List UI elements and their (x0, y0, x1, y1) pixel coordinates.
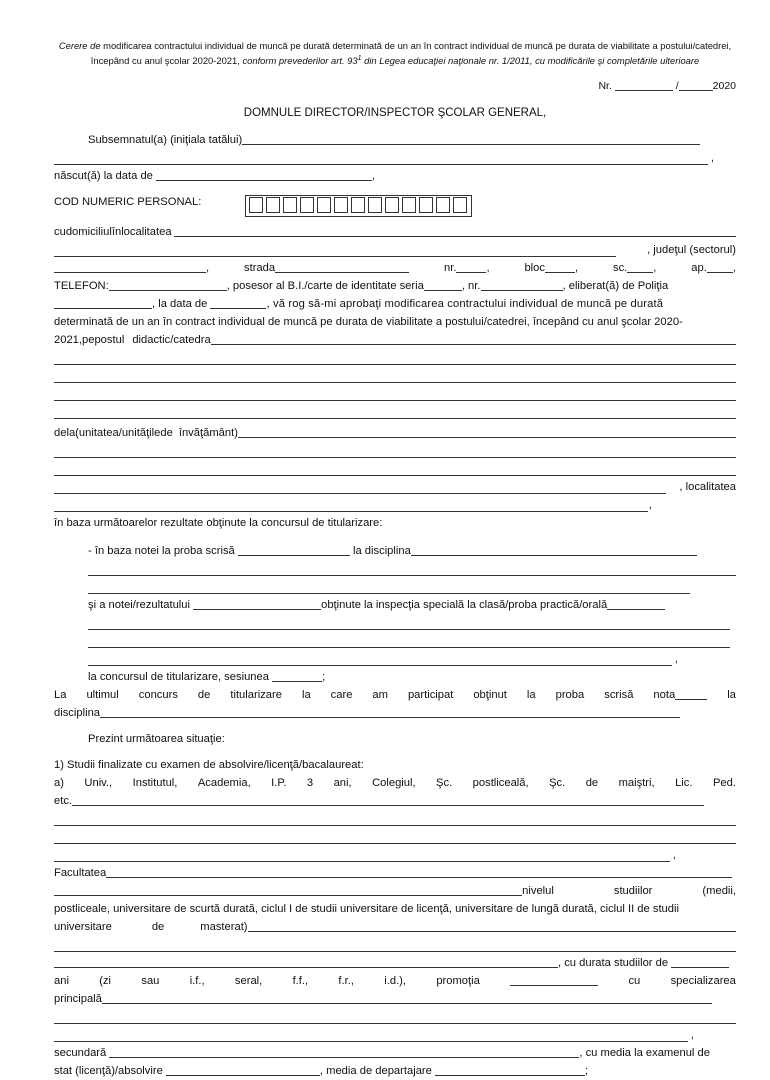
school-localitate-row: , localitatea (54, 478, 736, 496)
la-data-row: , la data de , vă rog să-mi aprobaţi modificarea contractului individual de muncă pe durată (54, 295, 736, 313)
discipline-field[interactable] (411, 542, 697, 556)
bloc-field[interactable] (545, 259, 575, 273)
name-continuation-row[interactable]: , (54, 149, 736, 167)
etc-row: etc. (54, 792, 736, 810)
page-title: DOMNULE DIRECTOR/INSPECTOR ŞCOLAR GENERAL, (243, 107, 547, 120)
level-continuation-1[interactable] (54, 936, 736, 954)
nota-inspectie-row: şi a notei/rezultatului obţinute la inspecţia specială la clasă/proba practică/orală (54, 596, 736, 614)
header-text-1: modificarea contractului individual de muncă pe durată determinată de un an în contract individual de muncă pe durata de viabilitate a postului/catedrei, începând cu anul şcolar 2020-2021, (90, 40, 732, 66)
post-field[interactable] (211, 331, 736, 345)
ap-field[interactable] (707, 259, 733, 273)
strada-row: , strada nr. , bloc , sc. , ap. , (54, 259, 736, 277)
cnp-digit-box[interactable] (283, 197, 297, 213)
studies-continuation-1[interactable] (54, 810, 736, 828)
inspection-type-field[interactable] (607, 596, 665, 610)
street-field[interactable] (275, 259, 409, 273)
discipline-continuation-1[interactable] (54, 560, 736, 578)
level-continuation-2[interactable] (54, 954, 558, 968)
de-la-row: de la (unitatea/unităţile de învăţământ) (54, 424, 736, 442)
studies-continuation-3[interactable]: , (54, 846, 736, 864)
birth-date-field[interactable] (156, 167, 372, 181)
id-number-field[interactable] (481, 277, 563, 291)
cnp-label: COD NUMERIC PERSONAL: (54, 196, 202, 209)
tie-break-grade-field[interactable] (435, 1062, 585, 1076)
police-field[interactable] (54, 295, 152, 309)
cnp-digit-box[interactable] (385, 197, 399, 213)
level-field[interactable] (248, 918, 736, 932)
cnp-digit-box[interactable] (334, 197, 348, 213)
prezint-text: Prezint următoarea situaţie: (88, 733, 225, 746)
header-text-2: din Legea educaţiei naţionale nr. 1/2011, cu modificările şi completările ulterioare (361, 54, 700, 66)
inspection-continuation-1[interactable] (54, 614, 736, 632)
header-italic-2: conform prevederilor art. 93 (239, 54, 358, 66)
studii-a-row: a) Univ., Institutul, Academia, I.P. 3 ani, Colegiul, Şc. postliceală, Şc. de maiştri, Lic. Ped. (54, 777, 736, 790)
facultatea-row: Facultatea (54, 864, 736, 882)
ani-row: ani (zi sau i.f., seral, f.f., f.r., i.d.), promoţia cu specializarea (54, 972, 736, 990)
stat-row: stat (licenţă)/absolvire , media de departajare ; (54, 1062, 736, 1080)
last-grade-field[interactable] (675, 686, 707, 700)
masterat-row: universitare de masterat) (54, 918, 736, 936)
id-series-field[interactable] (424, 277, 462, 291)
last-discipline-field[interactable] (100, 704, 680, 718)
postliceale-row: postliceale, universitare de scurtă durată, ciclul I de studii universitare de licenţă, universitare de lungă durată, ciclul II de studii (54, 903, 679, 916)
nascut-row: născut(ă) la data de , (54, 167, 736, 185)
cnp-boxes[interactable] (245, 195, 472, 217)
registration-number: Nr. / 2020 (54, 77, 736, 93)
secundara-row: secundară , cu media la examenul de (54, 1044, 736, 1062)
disciplina-row: disciplina (54, 704, 736, 722)
cnp-digit-box[interactable] (419, 197, 433, 213)
header-sup: 1 (357, 54, 362, 62)
studies-field[interactable] (72, 792, 704, 806)
form-page (54, 40, 736, 1080)
nr-field[interactable] (615, 77, 673, 91)
inspection-continuation-2[interactable] (54, 632, 736, 650)
school-continuation-2[interactable] (54, 460, 736, 478)
principala-continuation-2[interactable]: , (54, 1026, 736, 1044)
faculty-continuation-field[interactable] (54, 882, 522, 896)
durata-row: , cu durata studiilor de (54, 954, 736, 972)
sesiunea-row: la concursul de titularizare, sesiunea ; (54, 668, 736, 686)
promotion-field[interactable] (510, 972, 598, 986)
school-unit-field[interactable] (238, 424, 736, 438)
discipline-continuation-2[interactable] (54, 578, 736, 596)
sc-field[interactable] (627, 259, 653, 273)
telefon-row: TELEFON: , posesor al B.I./carte de identitate seria , nr. , eliberat(ă) de Poliţia (54, 277, 736, 295)
post-continuation-4[interactable] (54, 403, 736, 421)
session-field[interactable] (272, 668, 322, 682)
studies-continuation-2[interactable] (54, 828, 736, 846)
cnp-digit-box[interactable] (351, 197, 365, 213)
cnp-digit-box[interactable] (402, 197, 416, 213)
domiciliu-row: cu domiciliul în localitatea (54, 223, 736, 241)
post-continuation-1[interactable] (54, 349, 736, 367)
principala-row: principală (54, 990, 736, 1008)
cnp-digit-box[interactable] (453, 197, 467, 213)
duration-field[interactable] (671, 954, 729, 968)
faculty-field[interactable] (106, 864, 732, 878)
header-italic-1: Cerere de (58, 40, 101, 51)
judet-row: , judeţul (sectorul) (54, 241, 736, 259)
exam-grade-field[interactable] (166, 1062, 320, 1076)
in-baza-text: în baza următoarelor rezultate obţinute la concursul de titularizare: (54, 517, 383, 530)
name-field[interactable] (242, 131, 700, 145)
street-nr-field[interactable] (456, 259, 486, 273)
secondary-specialization-field[interactable] (109, 1044, 579, 1058)
cnp-digit-box[interactable] (368, 197, 382, 213)
nota-proba-row: - în baza notei la proba scrisă la disciplina (54, 542, 736, 560)
school-locality-continuation[interactable]: , (54, 496, 736, 514)
nr-day-field[interactable] (679, 77, 713, 91)
cnp-digit-box[interactable] (317, 197, 331, 213)
didactic-row: 2021, pe postul didactic/catedra (54, 331, 736, 349)
form-header (54, 40, 736, 67)
principala-continuation-1[interactable] (54, 1008, 736, 1026)
cnp-digit-box[interactable] (249, 197, 263, 213)
nivelul-row: nivelul studiilor (medii, (54, 882, 736, 900)
inspection-grade-field[interactable] (193, 596, 321, 610)
cnp-digit-box[interactable] (436, 197, 450, 213)
post-continuation-3[interactable] (54, 385, 736, 403)
school-continuation-1[interactable] (54, 442, 736, 460)
main-specialization-field[interactable] (102, 990, 712, 1004)
cnp-digit-box[interactable] (266, 197, 280, 213)
issue-date-field[interactable] (210, 295, 266, 309)
county-field[interactable] (54, 259, 206, 273)
ultimul-concurs-row: La ultimul concurs de titularizare la care am participat obţinut la proba scrisă nota la (54, 686, 736, 704)
determinata-row: determinată de un an în contract individual de muncă pe durata de viabilitate a postului/catedrei, începând cu anul şcolar 2020- (54, 316, 683, 329)
subsemnatul-row: Subsemnatul(a) (iniţiala tatălui) (54, 131, 736, 149)
written-grade-field[interactable] (238, 542, 350, 556)
cnp-digit-box[interactable] (300, 197, 314, 213)
studii-title: 1) Studii finalizate cu examen de absolvire/licenţă/bacalaureat: (54, 759, 364, 772)
inspection-continuation-3[interactable]: , (54, 650, 736, 668)
cnp-row (54, 193, 736, 215)
phone-field[interactable] (109, 277, 227, 291)
post-continuation-2[interactable] (54, 367, 736, 385)
locality-field[interactable] (174, 223, 736, 237)
